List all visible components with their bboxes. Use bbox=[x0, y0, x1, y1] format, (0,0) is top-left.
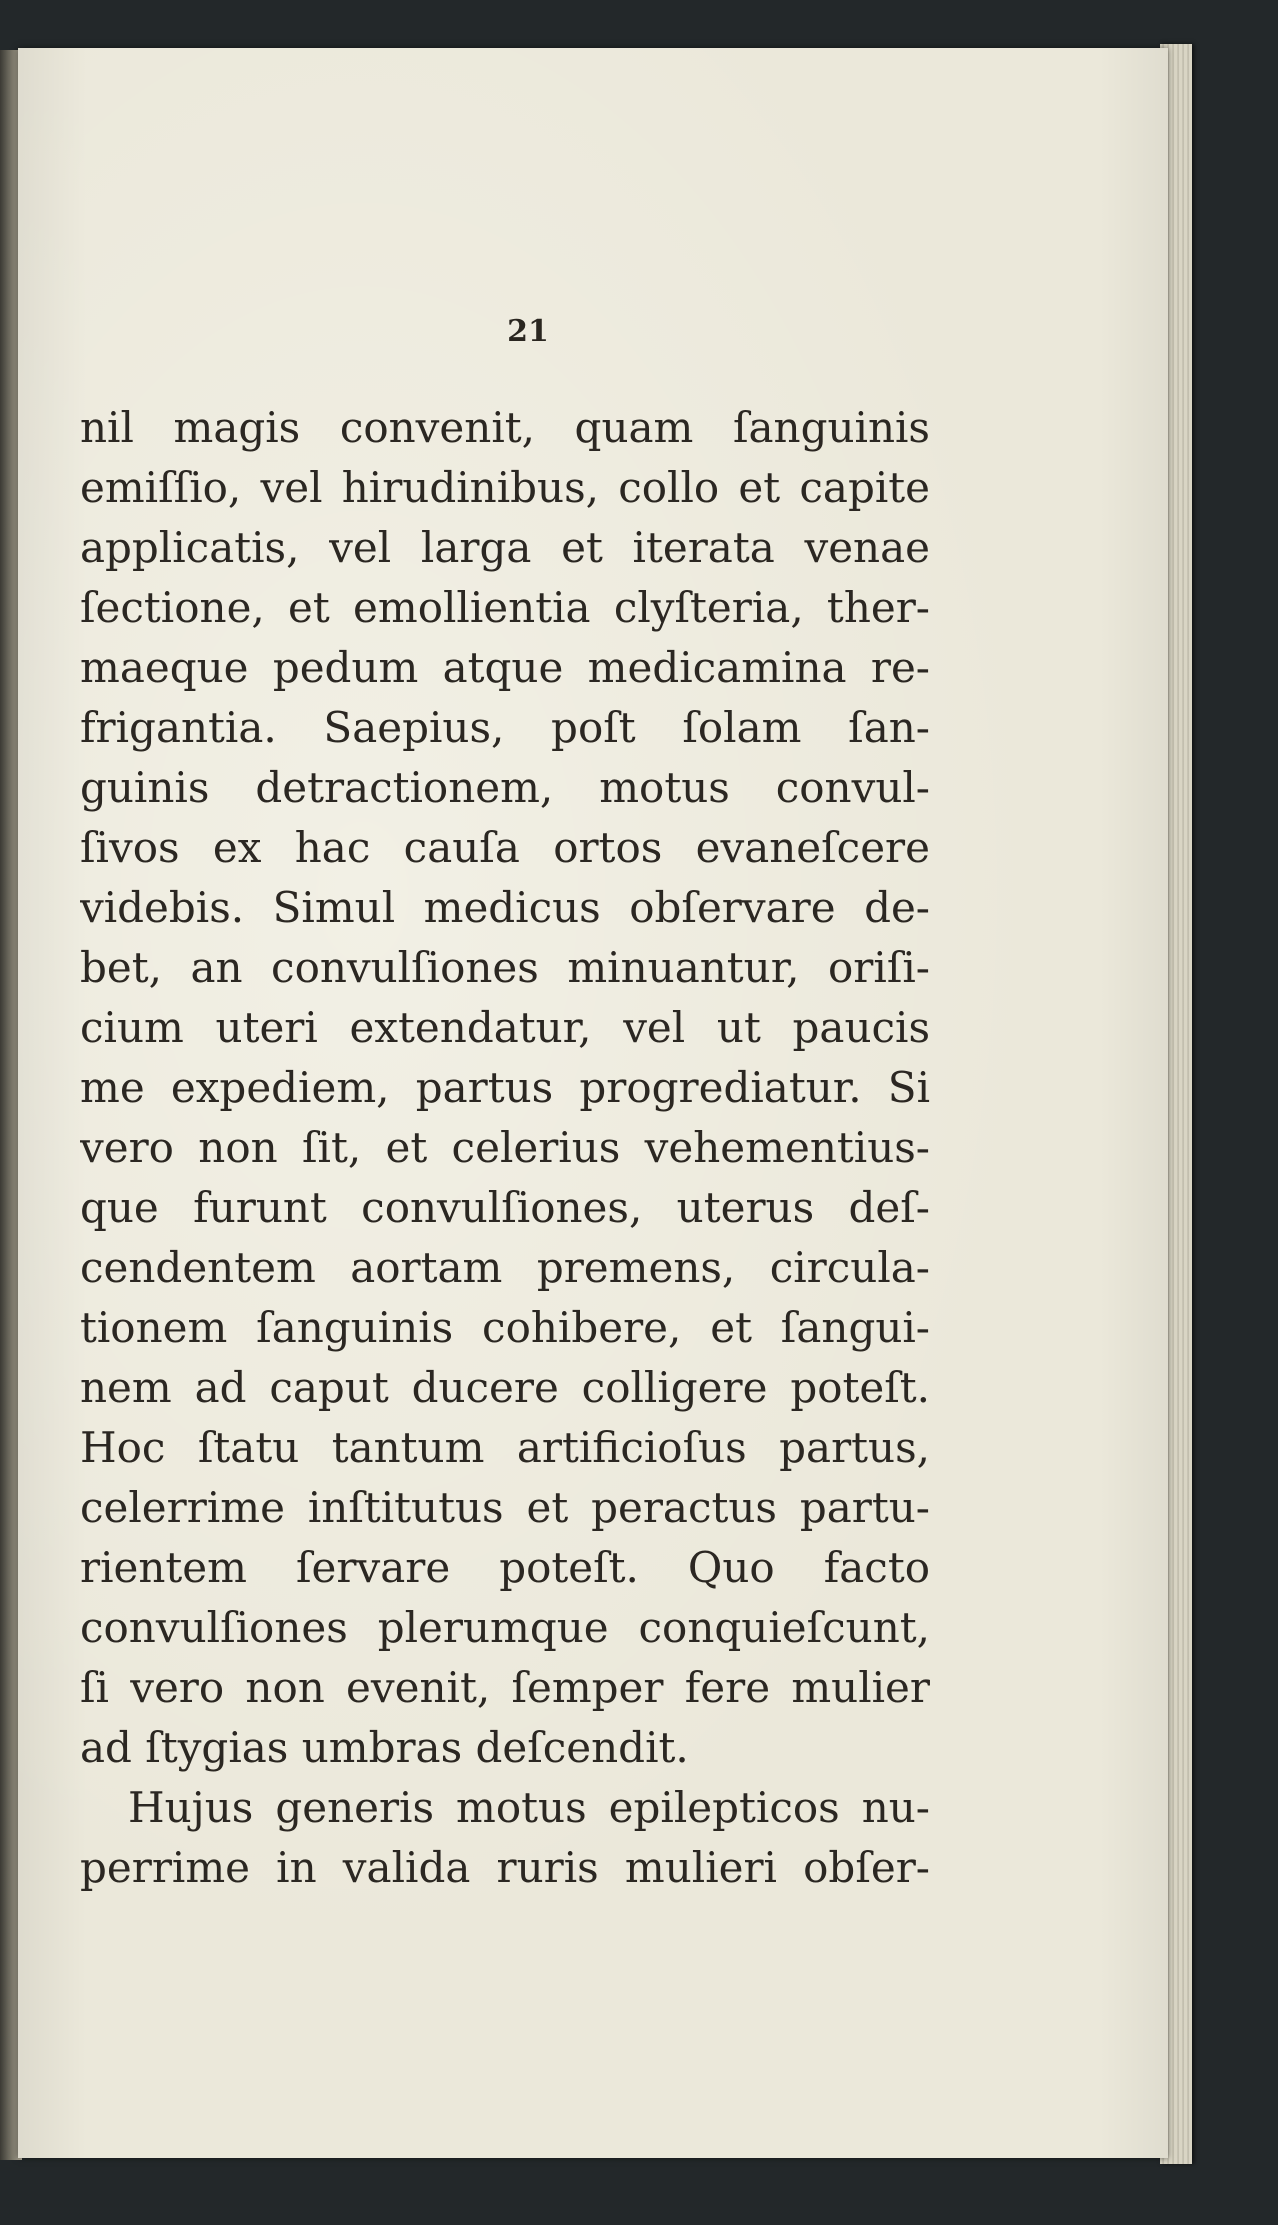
text-line: bet, an convulſiones minuantur, oriſi- bbox=[80, 943, 930, 992]
text-line: ſivos ex hac cauſa ortos evaneſcere bbox=[80, 823, 930, 872]
text-line: tionem ſanguinis cohibere, et ſangui- bbox=[80, 1303, 930, 1352]
text-line: ſectione, et emollientia clyſteria, ther- bbox=[80, 583, 930, 632]
body-text bbox=[80, 398, 930, 1898]
text-line: maeque pedum atque medicamina re- bbox=[80, 643, 930, 692]
text-line: applicatis, vel larga et iterata venae bbox=[80, 523, 930, 572]
text-line: emiſſio, vel hirudinibus, collo et capite bbox=[80, 463, 930, 512]
text-line: cendentem aortam premens, circula- bbox=[80, 1243, 930, 1292]
text-line: cium uteri extendatur, vel ut paucis bbox=[80, 1003, 930, 1052]
text-line: convulſiones plerumque conquieſcunt, bbox=[80, 1603, 930, 1652]
text-line: videbis. Simul medicus obſervare de- bbox=[80, 883, 930, 932]
text-line: nem ad caput ducere colligere poteſt. bbox=[80, 1363, 930, 1412]
text-line: Hujus generis motus epilepticos nu- bbox=[128, 1783, 930, 1832]
book-page bbox=[18, 48, 1168, 2158]
text-line: ſi vero non evenit, ſemper fere mulier bbox=[80, 1663, 930, 1712]
text-line: que furunt convulſiones, uterus deſ- bbox=[80, 1183, 930, 1232]
text-line: me expediem, partus progrediatur. Si bbox=[80, 1063, 930, 1112]
text-line: guinis detractionem, motus convul- bbox=[80, 763, 930, 812]
text-line: Hoc ſtatu tantum artificioſus partus, bbox=[80, 1423, 930, 1472]
page-number: 21 bbox=[507, 314, 549, 349]
text-line: vero non ſit, et celerius vehementius- bbox=[80, 1123, 930, 1172]
text-line: nil magis convenit, quam ſanguinis bbox=[80, 403, 930, 452]
text-line: perrime in valida ruris mulieri obſer- bbox=[80, 1843, 930, 1892]
text-line: ad ſtygias umbras deſcendit. bbox=[80, 1723, 689, 1772]
text-line: celerrime inſtitutus et peractus partu- bbox=[80, 1483, 930, 1532]
text-line: frigantia. Saepius, poſt ſolam ſan- bbox=[80, 703, 930, 752]
text-line: rientem ſervare poteſt. Quo facto bbox=[80, 1543, 930, 1592]
